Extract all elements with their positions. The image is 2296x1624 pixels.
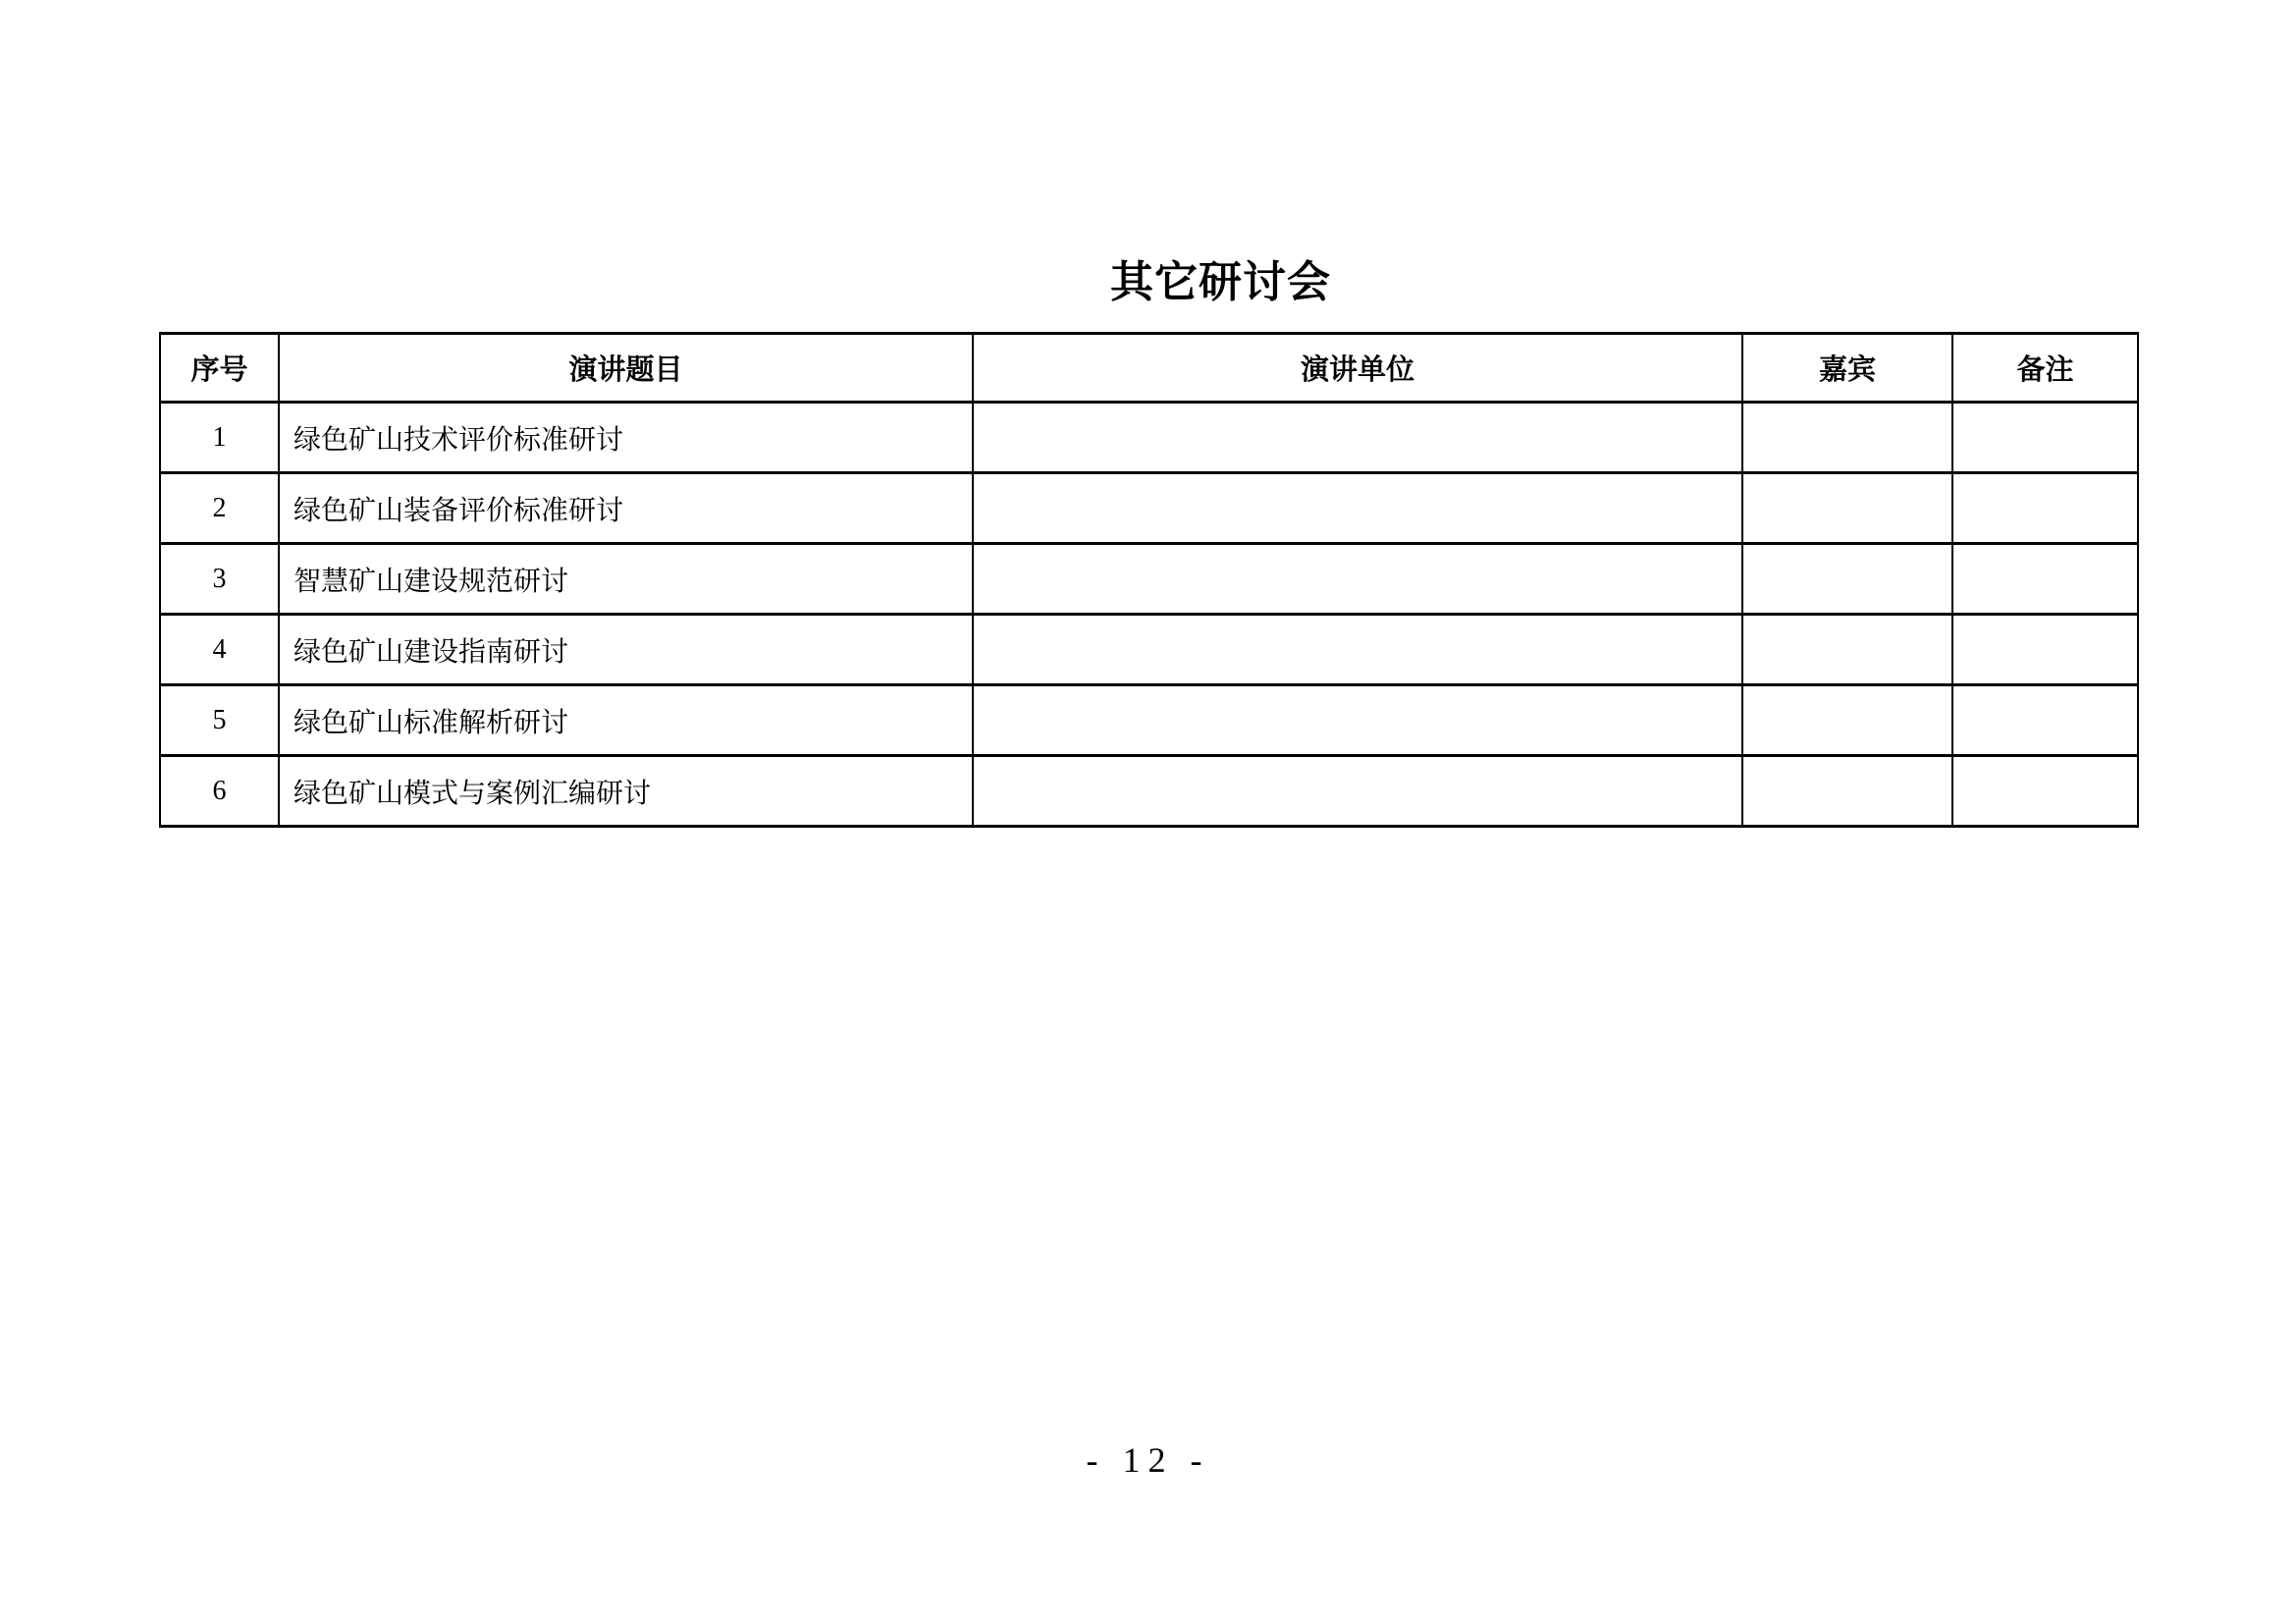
note-cell [1952, 615, 2138, 685]
note-cell [1952, 473, 2138, 544]
page-title: 其它研讨会 [1110, 258, 1331, 306]
row-number: 2 [160, 473, 279, 544]
row-number: 5 [160, 685, 279, 756]
row-number: 3 [160, 544, 279, 615]
unit-cell [973, 615, 1742, 685]
table-row [160, 544, 2138, 615]
topic-cell: 绿色矿山建设指南研讨 [279, 615, 973, 685]
col-header-topic: 演讲题目 [279, 334, 973, 403]
unit-cell [973, 756, 1742, 827]
unit-cell [973, 403, 1742, 473]
table-row [160, 756, 2138, 827]
note-cell [1952, 544, 2138, 615]
col-header-guest: 嘉宾 [1742, 334, 1952, 403]
table-header-row [160, 334, 2138, 403]
topic-cell: 智慧矿山建设规范研讨 [279, 544, 973, 615]
unit-cell [973, 473, 1742, 544]
guest-cell [1742, 615, 1952, 685]
col-header-unit: 演讲单位 [973, 334, 1742, 403]
row-number: 1 [160, 403, 279, 473]
table-row [160, 615, 2138, 685]
row-number: 4 [160, 615, 279, 685]
note-cell [1952, 756, 2138, 827]
unit-cell [973, 685, 1742, 756]
unit-cell [973, 544, 1742, 615]
guest-cell [1742, 544, 1952, 615]
seminar-table [159, 332, 2139, 828]
topic-cell: 绿色矿山装备评价标准研讨 [279, 473, 973, 544]
row-number: 6 [160, 756, 279, 827]
guest-cell [1742, 685, 1952, 756]
table-row [160, 685, 2138, 756]
guest-cell [1742, 473, 1952, 544]
topic-cell: 绿色矿山模式与案例汇编研讨 [279, 756, 973, 827]
col-header-note: 备注 [1952, 334, 2138, 403]
topic-cell: 绿色矿山标准解析研讨 [279, 685, 973, 756]
page-number: - 12 - [1086, 1440, 1210, 1480]
note-cell [1952, 403, 2138, 473]
table-row [160, 473, 2138, 544]
col-header-no: 序号 [160, 334, 279, 403]
guest-cell [1742, 756, 1952, 827]
note-cell [1952, 685, 2138, 756]
topic-cell: 绿色矿山技术评价标准研讨 [279, 403, 973, 473]
table-row [160, 403, 2138, 473]
guest-cell [1742, 403, 1952, 473]
